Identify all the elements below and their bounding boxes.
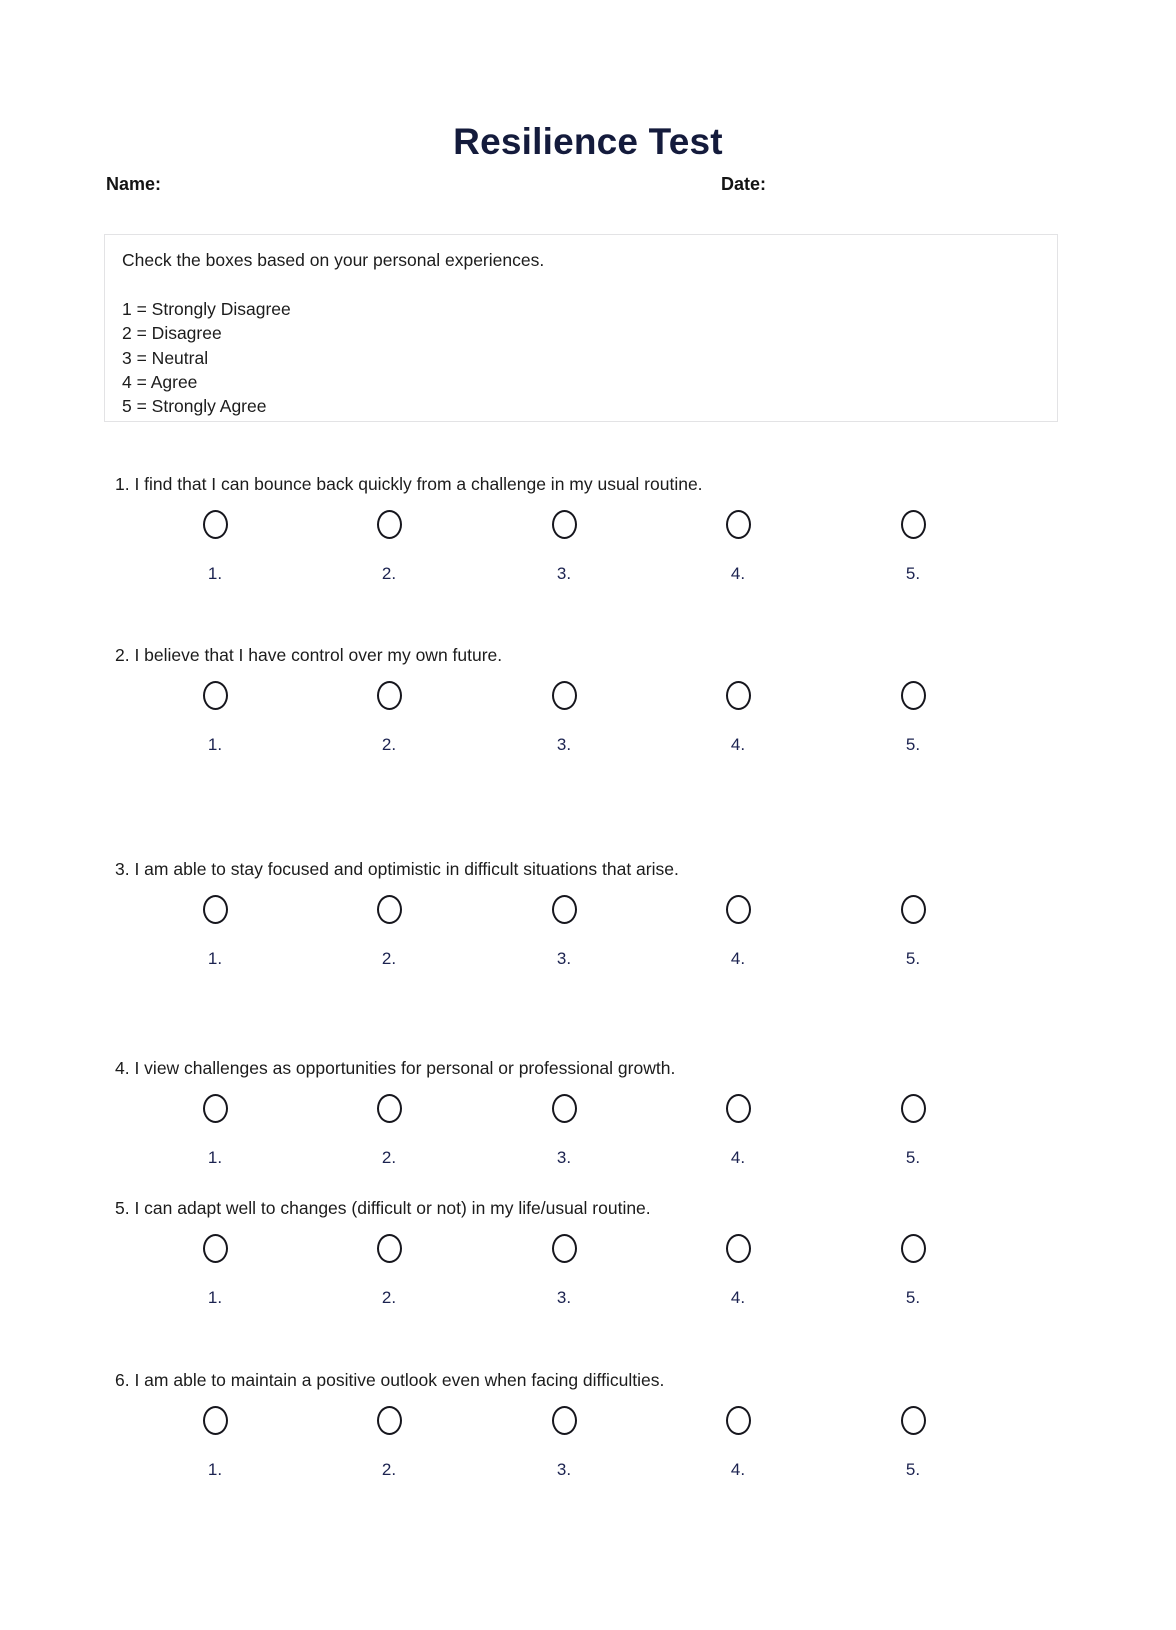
- rating-option[interactable]: [708, 895, 768, 969]
- scale-legend-item: 5 = Strongly Agree: [122, 396, 267, 417]
- rating-option-label: 3.: [556, 949, 572, 968]
- question-text: 1. I find that I can bounce back quickly from a challenge in my usual routine.: [115, 474, 703, 494]
- radio-circle-icon[interactable]: [377, 1094, 402, 1123]
- rating-option[interactable]: [708, 1406, 768, 1480]
- scale-legend-item: 2 = Disagree: [122, 323, 222, 344]
- question-text: 6. I am able to maintain a positive outlook even when facing difficulties.: [115, 1370, 665, 1390]
- rating-option[interactable]: [359, 510, 419, 584]
- rating-option[interactable]: [185, 681, 245, 755]
- radio-circle-icon[interactable]: [552, 895, 577, 924]
- rating-option-label: 4.: [730, 1460, 746, 1479]
- rating-option-label: 4.: [730, 735, 746, 754]
- rating-option-label: 4.: [730, 1288, 746, 1307]
- radio-circle-icon[interactable]: [203, 510, 228, 539]
- rating-options-row: [0, 681, 1176, 761]
- rating-option[interactable]: [185, 895, 245, 969]
- name-date-row: [106, 171, 1066, 197]
- question-text: 5. I can adapt well to changes (difficult or not) in my life/usual routine.: [115, 1198, 651, 1218]
- rating-options-row: [0, 1234, 1176, 1314]
- radio-circle-icon[interactable]: [726, 681, 751, 710]
- rating-option[interactable]: [359, 1406, 419, 1480]
- rating-option[interactable]: [185, 1094, 245, 1168]
- rating-option[interactable]: [883, 1234, 943, 1308]
- scale-legend-item: 1 = Strongly Disagree: [122, 299, 291, 319]
- rating-option-label: 4.: [730, 949, 746, 968]
- radio-circle-icon[interactable]: [901, 895, 926, 924]
- radio-circle-icon[interactable]: [726, 510, 751, 539]
- rating-options-row: [0, 1406, 1176, 1486]
- radio-circle-icon[interactable]: [377, 510, 402, 539]
- radio-circle-icon[interactable]: [552, 1234, 577, 1263]
- rating-option[interactable]: [534, 895, 594, 969]
- radio-circle-icon[interactable]: [726, 1234, 751, 1263]
- rating-option[interactable]: [708, 510, 768, 584]
- radio-circle-icon[interactable]: [552, 1094, 577, 1123]
- rating-option-label: 1.: [207, 1148, 223, 1167]
- rating-option[interactable]: [359, 1234, 419, 1308]
- radio-circle-icon[interactable]: [552, 510, 577, 539]
- question-text: 2. I believe that I have control over my own future.: [115, 645, 503, 665]
- rating-option-label: 2.: [381, 1460, 397, 1479]
- rating-option[interactable]: [534, 681, 594, 755]
- question-text: 4. I view challenges as opportunities for personal or professional growth.: [115, 1058, 676, 1078]
- radio-circle-icon[interactable]: [901, 1094, 926, 1123]
- radio-circle-icon[interactable]: [726, 1094, 751, 1123]
- rating-option-label: 3.: [556, 1460, 572, 1479]
- rating-option[interactable]: [359, 681, 419, 755]
- rating-option-label: 1.: [207, 1288, 223, 1307]
- name-field-label: Name:: [106, 174, 162, 194]
- rating-option[interactable]: [185, 1234, 245, 1308]
- rating-option-label: 5.: [905, 564, 921, 583]
- rating-option-label: 2.: [381, 1288, 397, 1307]
- rating-option-label: 1.: [207, 1460, 223, 1479]
- question-text: 3. I am able to stay focused and optimistic in difficult situations that arise.: [115, 859, 679, 879]
- rating-option[interactable]: [359, 895, 419, 969]
- rating-option[interactable]: [185, 510, 245, 584]
- rating-option-label: 1.: [207, 949, 223, 968]
- radio-circle-icon[interactable]: [203, 1094, 228, 1123]
- rating-scale-legend: [122, 297, 291, 418]
- rating-option[interactable]: [883, 510, 943, 584]
- rating-option-label: 1.: [207, 564, 223, 583]
- rating-option[interactable]: [883, 1406, 943, 1480]
- page-title: Resilience Test: [453, 120, 723, 162]
- rating-option-label: 5.: [905, 1148, 921, 1167]
- radio-circle-icon[interactable]: [901, 1234, 926, 1263]
- rating-option[interactable]: [534, 1234, 594, 1308]
- radio-circle-icon[interactable]: [901, 510, 926, 539]
- rating-options-row: [0, 1094, 1176, 1174]
- rating-option[interactable]: [883, 895, 943, 969]
- radio-circle-icon[interactable]: [901, 681, 926, 710]
- rating-option-label: 3.: [556, 564, 572, 583]
- radio-circle-icon[interactable]: [552, 1406, 577, 1435]
- rating-option[interactable]: [708, 1094, 768, 1168]
- rating-option-label: 5.: [905, 735, 921, 754]
- radio-circle-icon[interactable]: [203, 681, 228, 710]
- rating-option[interactable]: [534, 1406, 594, 1480]
- rating-option-label: 1.: [207, 735, 223, 754]
- rating-option-label: 3.: [556, 735, 572, 754]
- rating-option[interactable]: [185, 1406, 245, 1480]
- rating-option[interactable]: [708, 1234, 768, 1308]
- rating-option-label: 2.: [381, 564, 397, 583]
- rating-option-label: 3.: [556, 1148, 572, 1167]
- rating-option-label: 5.: [905, 1460, 921, 1479]
- rating-options-row: [0, 510, 1176, 590]
- scale-legend-item: 4 = Agree: [122, 371, 198, 392]
- radio-circle-icon[interactable]: [377, 895, 402, 924]
- rating-option-label: 5.: [905, 949, 921, 968]
- rating-option-label: 4.: [730, 564, 746, 583]
- rating-option-label: 2.: [381, 1148, 397, 1167]
- rating-option[interactable]: [534, 510, 594, 584]
- rating-option[interactable]: [708, 681, 768, 755]
- rating-option-label: 2.: [381, 735, 397, 754]
- scale-legend-item: 3 = Neutral: [122, 347, 209, 368]
- instructions-panel: [104, 234, 1058, 422]
- rating-options-row: [0, 895, 1176, 975]
- radio-circle-icon[interactable]: [203, 1234, 228, 1263]
- rating-option-label: 5.: [905, 1288, 921, 1307]
- radio-circle-icon[interactable]: [203, 895, 228, 924]
- rating-option[interactable]: [883, 681, 943, 755]
- radio-circle-icon[interactable]: [377, 1406, 402, 1435]
- instructions-lead-text: Check the boxes based on your personal experiences.: [122, 250, 545, 270]
- radio-circle-icon[interactable]: [377, 681, 402, 710]
- date-field-label: Date:: [721, 174, 767, 194]
- radio-circle-icon[interactable]: [552, 681, 577, 710]
- radio-circle-icon[interactable]: [377, 1234, 402, 1263]
- radio-circle-icon[interactable]: [726, 1406, 751, 1435]
- rating-option[interactable]: [534, 1094, 594, 1168]
- rating-option-label: 3.: [556, 1288, 572, 1307]
- radio-circle-icon[interactable]: [203, 1406, 228, 1435]
- rating-option[interactable]: [359, 1094, 419, 1168]
- rating-option[interactable]: [883, 1094, 943, 1168]
- rating-option-label: 4.: [730, 1148, 746, 1167]
- rating-option-label: 2.: [381, 949, 397, 968]
- radio-circle-icon[interactable]: [726, 895, 751, 924]
- radio-circle-icon[interactable]: [901, 1406, 926, 1435]
